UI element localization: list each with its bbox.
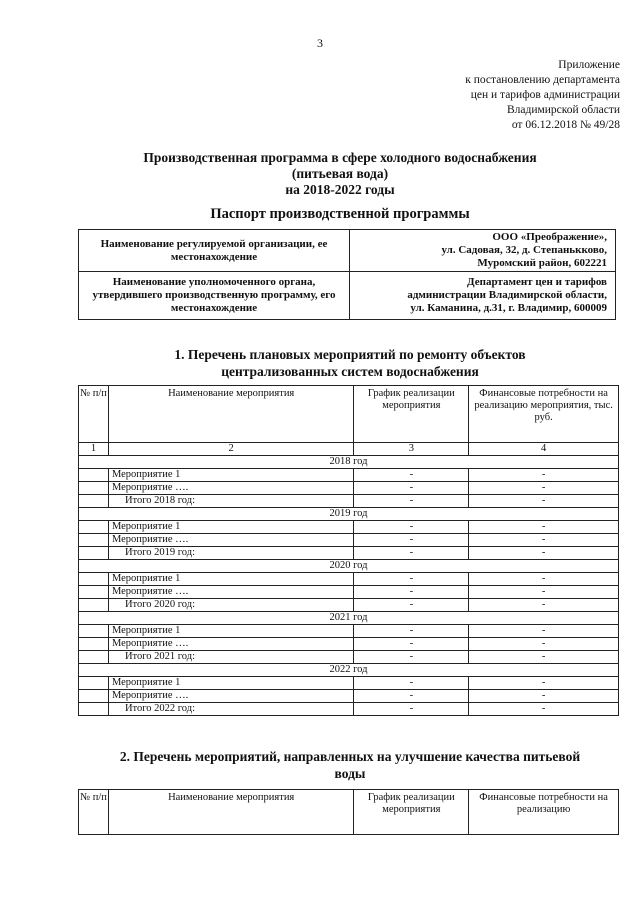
year-cell: 2020 год [79,560,619,573]
year-cell: 2018 год [79,456,619,469]
column-number-row [79,443,619,456]
measure-name-cell: Итого 2021 год: [108,651,353,664]
schedule-cell: - [354,599,469,612]
passport-value-line: ООО «Преображение», [492,231,607,243]
table-row [79,521,619,534]
number-cell [79,469,109,482]
section2-title-line: воды [334,766,366,781]
cost-cell: - [469,625,619,638]
table-row [79,703,619,716]
number-cell [79,547,109,560]
year-cell: 2022 год [79,664,619,677]
cost-cell: - [469,638,619,651]
cost-cell: - [469,690,619,703]
measure-name-cell: Мероприятие 1 [108,469,353,482]
measure-name-cell: Итого 2020 год: [108,599,353,612]
table-row [79,573,619,586]
section1-title-line: 1. Перечень плановых мероприятий по ремонту объектов [174,347,526,362]
number-cell [79,703,109,716]
table-row [79,482,619,495]
appendix-line: к постановлению департамента [465,74,620,86]
schedule-cell: - [354,573,469,586]
passport-value-line: администрации Владимирской области, [407,289,607,301]
passport-row [79,230,616,272]
passport-label: Наименование уполномоченного органа, утвердившего производственную программу, его местонахождение [79,272,350,320]
measure-name-cell: Мероприятие …. [108,690,353,703]
schedule-cell: - [354,586,469,599]
number-cell [79,625,109,638]
measure-name-cell: Мероприятие 1 [108,573,353,586]
measure-name-cell: Мероприятие …. [108,638,353,651]
appendix-line: цен и тарифов администрации [470,89,620,101]
header-cell: № п/п [79,790,109,835]
table-row [79,638,619,651]
section1-title-line: централизованных систем водоснабжения [221,364,479,379]
table-row [79,534,619,547]
schedule-cell: - [354,469,469,482]
section2-title-line: 2. Перечень мероприятий, направленных на улучшение качества питьевой [119,749,581,764]
number-cell [79,534,109,547]
number-cell [79,638,109,651]
measure-name-cell: Мероприятие …. [108,586,353,599]
number-cell [79,495,109,508]
column-number-cell: 4 [469,443,619,456]
passport-title: Паспорт производственной программы [210,206,470,222]
header-cell: График реализации мероприятия [354,790,469,835]
passport-value-line: Департамент цен и тарифов [467,276,607,288]
table-row [79,586,619,599]
measure-name-cell: Мероприятие 1 [108,625,353,638]
column-number-cell: 1 [79,443,109,456]
cost-cell: - [469,495,619,508]
schedule-cell: - [354,521,469,534]
number-cell [79,599,109,612]
year-row [79,560,619,573]
number-cell [79,651,109,664]
passport-row [79,272,616,320]
title-line: Производственная программа в сфере холодного водоснабжения [143,150,537,165]
year-row [79,612,619,625]
measure-name-cell: Мероприятие …. [108,482,353,495]
schedule-cell: - [354,534,469,547]
appendix-block [400,58,620,133]
header-cell: Финансовые потребности на реализацию мероприятия, тыс. руб. [469,386,619,443]
number-cell [79,521,109,534]
measure-name-cell: Итого 2019 год: [108,547,353,560]
page-number: 3 [317,36,323,50]
cost-cell: - [469,547,619,560]
schedule-cell: - [354,625,469,638]
section1-table [78,385,619,716]
measure-name-cell: Итого 2022 год: [108,703,353,716]
header-cell: Финансовые потребности на реализацию [469,790,619,835]
cost-cell: - [469,573,619,586]
passport-value-line: Муромский район, 602221 [477,257,607,269]
table-row [79,495,619,508]
schedule-cell: - [354,482,469,495]
passport-value [350,272,616,320]
cost-cell: - [469,599,619,612]
measure-name-cell: Итого 2018 год: [108,495,353,508]
schedule-cell: - [354,651,469,664]
passport-table [78,229,616,320]
section2-table [78,789,619,835]
section1-table-body [79,386,619,716]
header-cell: № п/п [79,386,109,443]
cost-cell: - [469,469,619,482]
measure-name-cell: Мероприятие 1 [108,677,353,690]
passport-value-line: ул. Садовая, 32, д. Степанькково, [441,244,607,256]
cost-cell: - [469,651,619,664]
measure-name-cell: Мероприятие …. [108,534,353,547]
measure-name-cell: Мероприятие 1 [108,521,353,534]
table-row [79,547,619,560]
cost-cell: - [469,534,619,547]
year-row [79,456,619,469]
number-cell [79,586,109,599]
title-line: (питьевая вода) [291,166,389,181]
number-cell [79,677,109,690]
schedule-cell: - [354,547,469,560]
schedule-cell: - [354,690,469,703]
appendix-line: от 06.12.2018 № 49/28 [511,119,620,131]
year-cell: 2021 год [79,612,619,625]
appendix-line: Владимирской области [506,104,620,116]
passport-value-line: ул. Каманина, д.31, г. Владимир, 600009 [410,302,607,314]
table-header-row [79,790,619,835]
table-row [79,625,619,638]
number-cell [79,690,109,703]
number-cell [79,573,109,586]
schedule-cell: - [354,495,469,508]
cost-cell: - [469,482,619,495]
table-row [79,469,619,482]
number-cell [79,482,109,495]
appendix-line: Приложение [558,59,620,71]
document-title [60,150,620,198]
title-line: на 2018-2022 годы [285,182,395,197]
schedule-cell: - [354,677,469,690]
schedule-cell: - [354,703,469,716]
section1-title [60,346,640,380]
header-cell: Наименование мероприятия [108,386,353,443]
table-row [79,651,619,664]
cost-cell: - [469,703,619,716]
schedule-cell: - [354,638,469,651]
table-row [79,677,619,690]
section2-title [60,748,640,782]
table-row [79,690,619,703]
column-number-cell: 2 [108,443,353,456]
cost-cell: - [469,677,619,690]
passport-label: Наименование регулируемой организации, ее местонахождение [79,230,350,272]
passport-value [350,230,616,272]
cost-cell: - [469,521,619,534]
header-cell: Наименование мероприятия [108,790,353,835]
cost-cell: - [469,586,619,599]
column-number-cell: 3 [354,443,469,456]
year-row [79,664,619,677]
table-row [79,599,619,612]
year-row [79,508,619,521]
year-cell: 2019 год [79,508,619,521]
table-header-row [79,386,619,443]
header-cell: График реализации мероприятия [354,386,469,443]
